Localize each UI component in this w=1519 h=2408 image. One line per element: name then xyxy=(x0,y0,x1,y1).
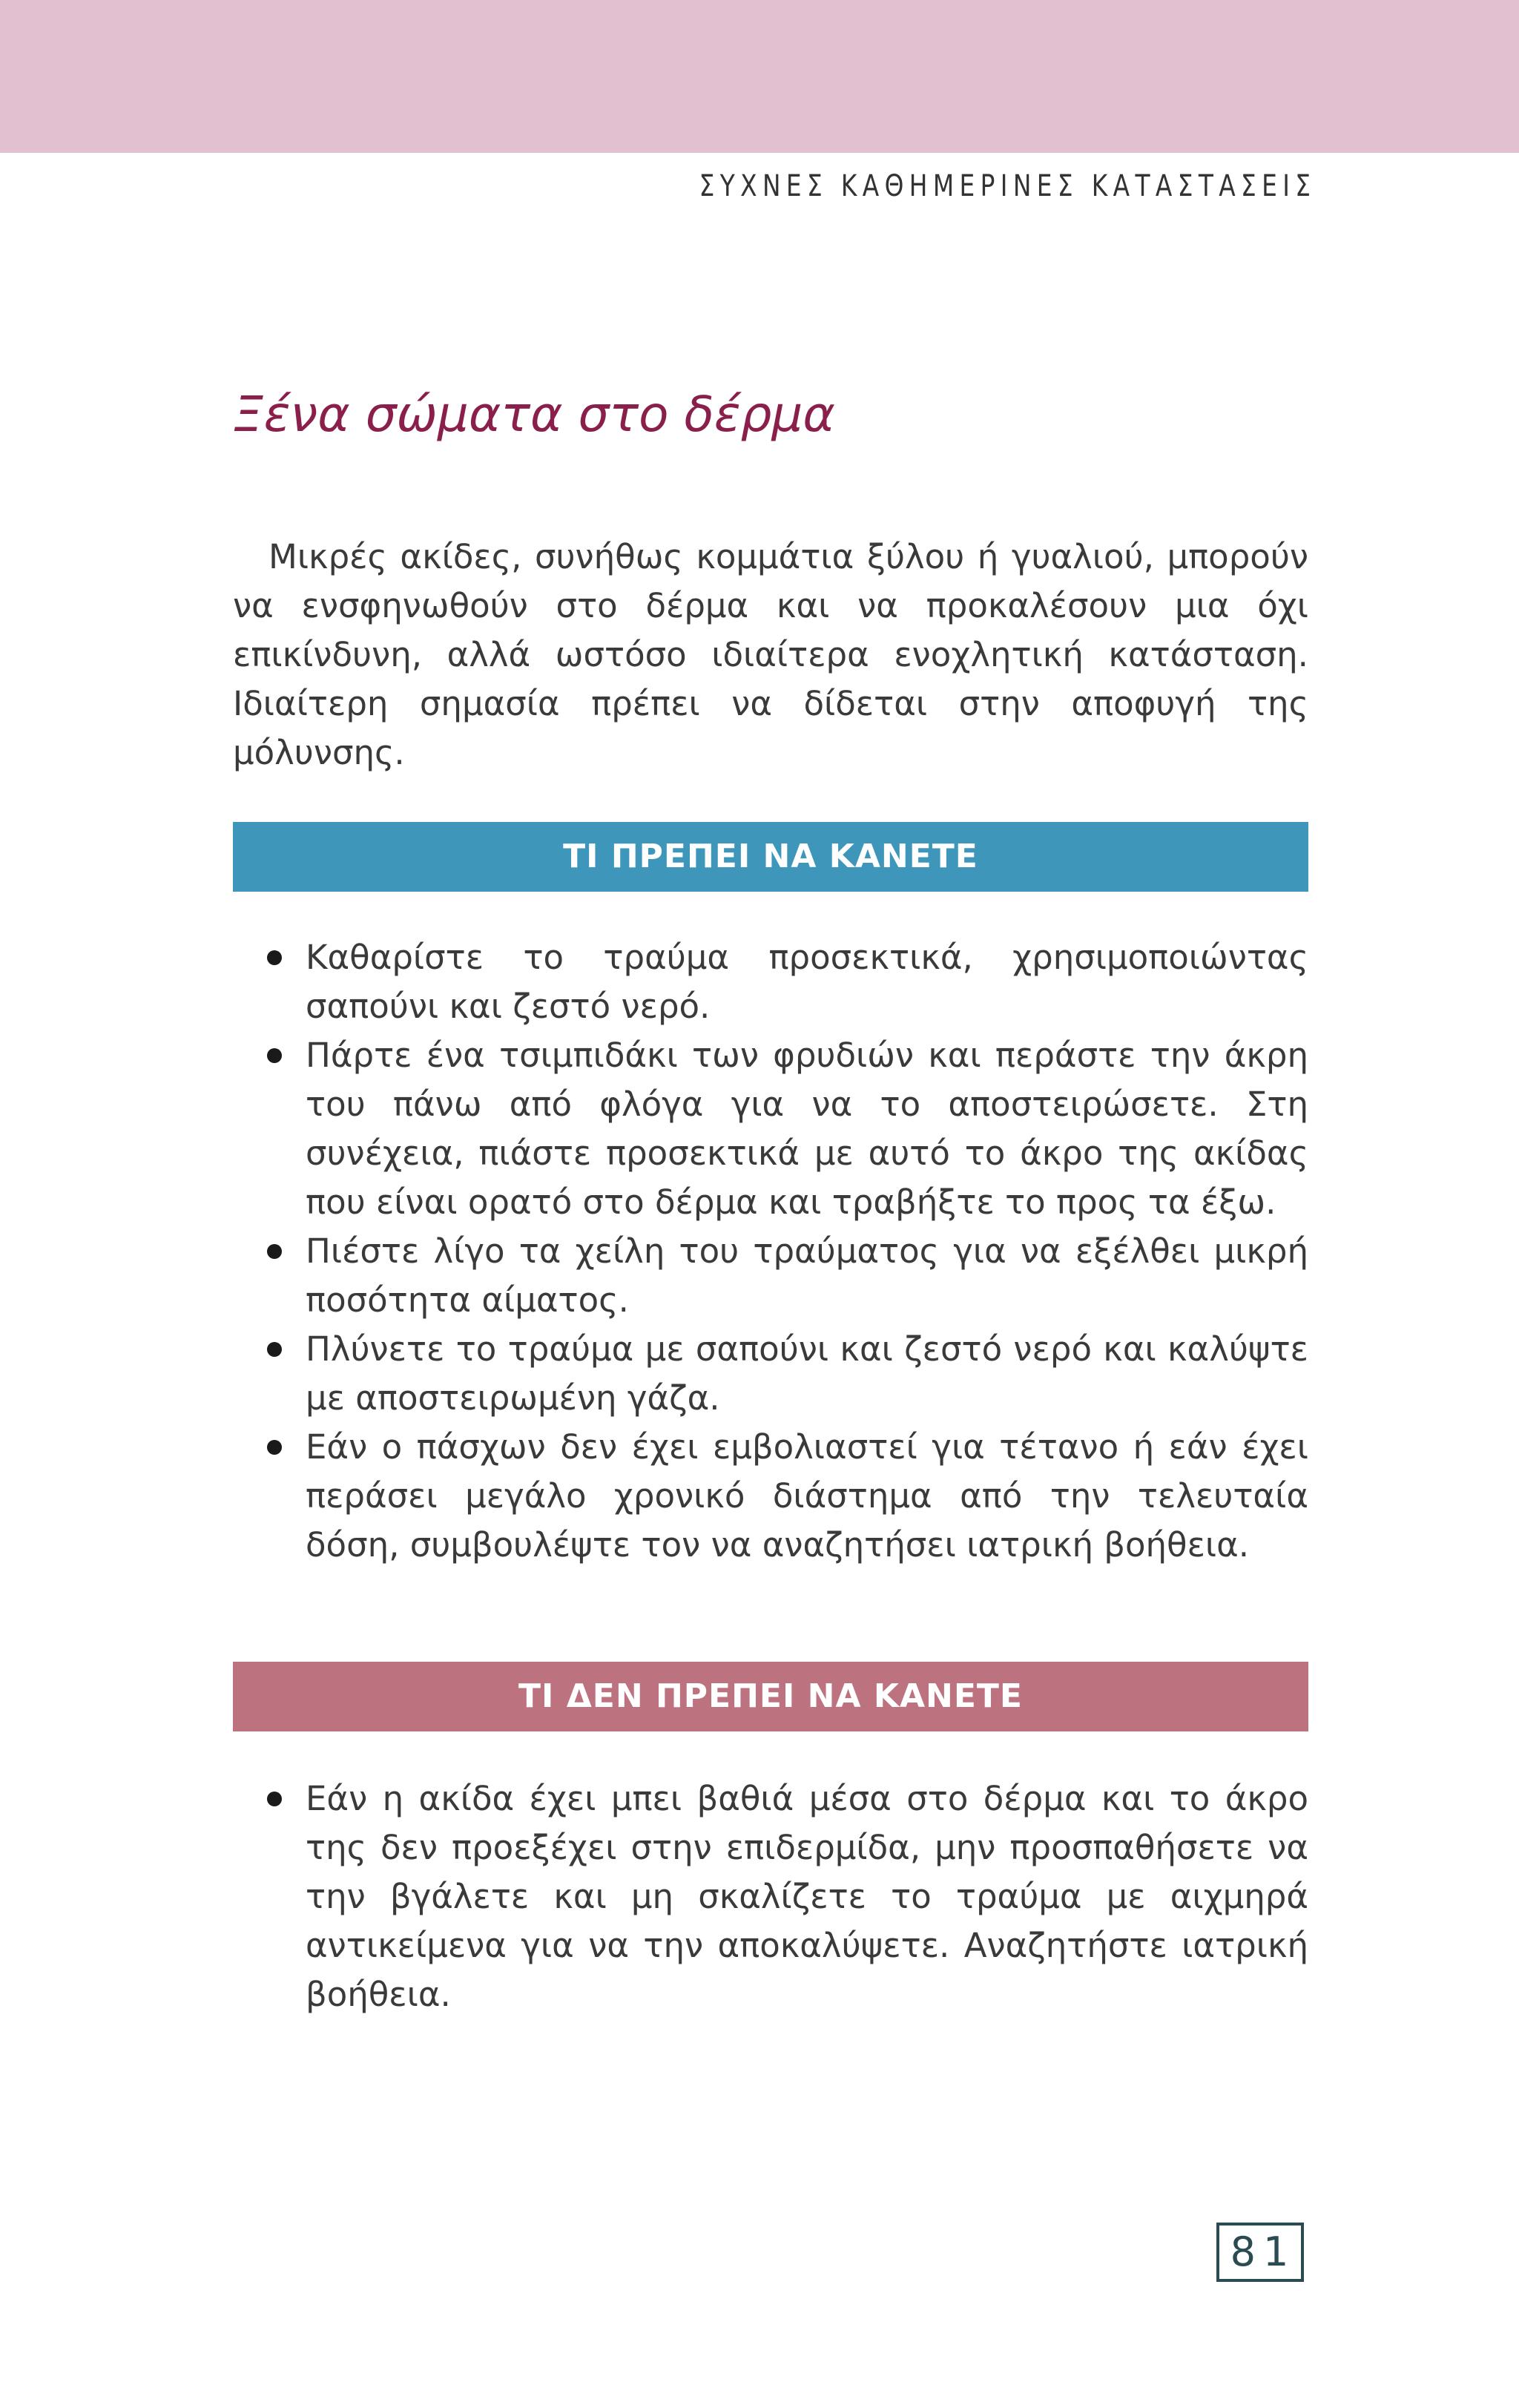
top-color-band xyxy=(0,0,1519,153)
do-section-heading: ΤΙ ΠΡΕΠΕΙ ΝΑ ΚΑΝΕΤΕ xyxy=(233,822,1308,892)
list-item xyxy=(267,933,1308,1031)
running-header: ΣΥΧΝΕΣ ΚΑΘΗΜΕΡΙΝΕΣ ΚΑΤΑΣΤΑΣΕΙΣ xyxy=(699,169,1316,203)
dont-list xyxy=(267,1774,1308,2019)
intro-paragraph: Μικρές ακίδες, συνήθως κομμάτια ξύλου ή γυαλιού, μπορούν να ενσφηνωθούν στο δέρμα και να προκαλέσουν μια όχι επικίνδυνη, αλλά ωστόσο ιδιαίτερα ενοχλητική κατάσταση. Ιδιαίτερη σημασία πρέπει να δίδεται στην αποφυγή της μόλυνσης. xyxy=(233,537,1308,772)
dont-section-heading: ΤΙ ΔΕΝ ΠΡΕΠΕΙ ΝΑ ΚΑΝΕΤΕ xyxy=(233,1662,1308,1731)
bullet-icon xyxy=(267,1440,282,1455)
list-item-text: Καθαρίστε το τραύμα προσεκτικά, χρησιμοποιώντας σαπούνι και ζεστό νερό. xyxy=(306,938,1308,1026)
list-item xyxy=(267,1325,1308,1423)
page-number: 81 xyxy=(1216,2223,1304,2282)
list-item-text: Πάρτε ένα τσιμπιδάκι των φρυδιών και περάστε την άκρη του πάνω από φλόγα για να το αποστειρώσετε. Στη συνέχεια, πιάστε προσεκτικά με αυτό το άκρο της ακίδας που είναι ορατό στο δέρμα και τραβήξτε το προς τα έξω. xyxy=(306,1036,1308,1222)
bullet-icon xyxy=(267,1792,282,1806)
do-list xyxy=(267,933,1308,1570)
bullet-icon xyxy=(267,950,282,965)
list-item xyxy=(267,1423,1308,1570)
list-item-text: Πιέστε λίγο τα χείλη του τραύματος για να εξέλθει μικρή ποσότητα αίματος. xyxy=(306,1231,1308,1320)
page-title: Ξένα σώματα στο δέρμα xyxy=(233,386,835,443)
list-item-text: Εάν ο πάσχων δεν έχει εμβολιαστεί για τέτανο ή εάν έχει περάσει μεγάλο χρονικό διάστημα από την τελευταία δόση, συμβουλέψτε τον να αναζητήσει ιατρική βοήθεια. xyxy=(306,1427,1308,1565)
bullet-icon xyxy=(267,1244,282,1259)
bullet-icon xyxy=(267,1342,282,1357)
list-item xyxy=(267,1774,1308,2019)
list-item-text: Εάν η ακίδα έχει μπει βαθιά μέσα στο δέρμα και το άκρο της δεν προεξέχει στην επιδερμίδα, μην προσπαθήσετε να την βγάλετε και μη σκαλίζετε το τραύμα με αιχμηρά αντικείμενα για να την αποκαλύψετε. Αναζητήστε ιατρική βοήθεια. xyxy=(306,1779,1308,2014)
list-item xyxy=(267,1227,1308,1325)
list-item xyxy=(267,1031,1308,1227)
list-item-text: Πλύνετε το τραύμα με σαπούνι και ζεστό νερό και καλύψτε με αποστειρωμένη γάζα. xyxy=(306,1329,1308,1418)
bullet-icon xyxy=(267,1048,282,1063)
